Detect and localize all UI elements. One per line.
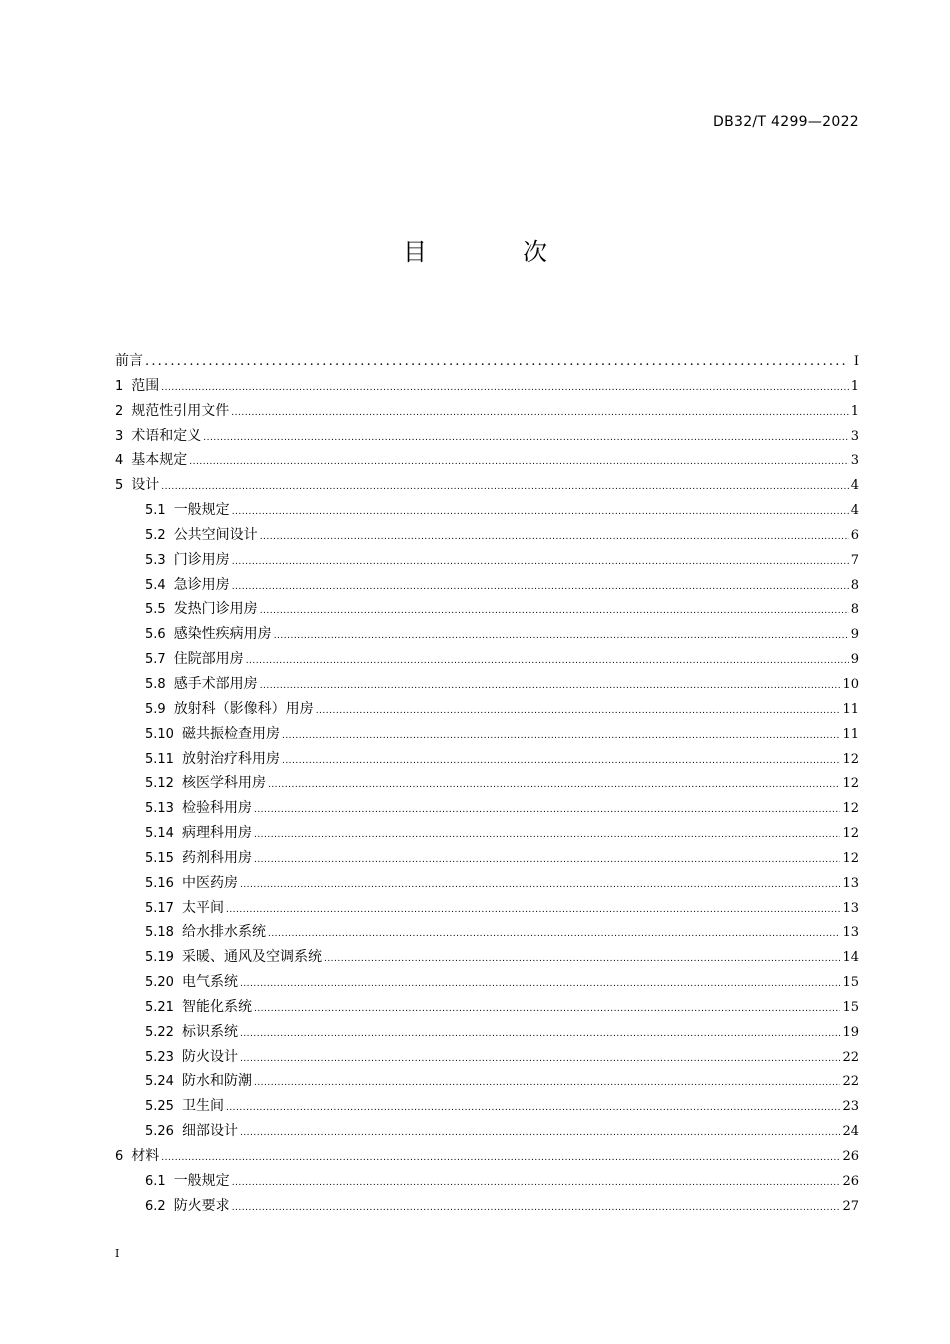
toc-entry-label: 基本规定	[131, 452, 188, 469]
toc-entry[interactable]	[115, 1194, 859, 1219]
toc-entry[interactable]	[115, 697, 859, 722]
toc-dot-leader	[232, 575, 849, 600]
toc-dot-leader	[254, 997, 841, 1022]
toc-entry-number: 5.25	[145, 1099, 174, 1115]
toc-entry-page: 8	[850, 577, 859, 593]
toc-entry-label: 电气系统	[181, 974, 238, 991]
toc-dot-leader	[260, 599, 849, 624]
toc-entry-number: 5.2	[145, 527, 166, 543]
toc-entry-page: 10	[842, 676, 859, 692]
toc-entry[interactable]	[115, 448, 859, 473]
toc-entry-label: 标识系统	[181, 1023, 238, 1040]
toc-entry[interactable]	[115, 1020, 859, 1045]
toc-entry-label: 细部设计	[181, 1123, 238, 1140]
toc-entry-page: 12	[842, 850, 859, 866]
toc-dot-leader	[254, 798, 841, 823]
toc-entry[interactable]	[115, 771, 859, 796]
toc-entry-page: 1	[850, 403, 859, 419]
toc-dot-leader	[189, 450, 848, 475]
toc-dot-leader	[161, 376, 848, 401]
toc-entry[interactable]	[115, 796, 859, 821]
toc-entry-label: 放射科（影像科）用房	[173, 700, 314, 717]
toc-entry-number: 5.5	[145, 602, 166, 618]
toc-entry-number: 5.8	[145, 676, 166, 692]
toc-entry-label: 门诊用房	[173, 551, 230, 568]
toc-entry-number: 5.9	[145, 701, 166, 717]
toc-entry-number: 1	[115, 378, 124, 394]
page-number: I	[115, 1247, 120, 1260]
toc-entry-number: 5.1	[145, 503, 166, 519]
toc-entry-number: 5.26	[145, 1124, 174, 1140]
toc-entry-number: 5.12	[145, 776, 174, 792]
toc-entry[interactable]	[115, 1119, 859, 1144]
toc-dot-leader	[232, 1171, 841, 1196]
toc-entry-page: 13	[842, 875, 859, 891]
toc-entry-page: 13	[842, 925, 859, 941]
toc-entry-page: 22	[842, 1074, 859, 1090]
toc-entry-page: 11	[842, 701, 859, 717]
toc-entry-page: 12	[842, 801, 859, 817]
toc-entry[interactable]	[115, 597, 859, 622]
toc-entry-number: 6.1	[145, 1173, 166, 1189]
toc-entry-page: 3	[850, 453, 859, 469]
toc-entry-page: 12	[842, 776, 859, 792]
toc-entry-label: 放射治疗科用房	[181, 750, 280, 767]
toc-entry-label: 急诊用房	[173, 576, 230, 593]
toc-entry-label: 智能化系统	[181, 998, 252, 1015]
toc-entry-label: 给水排水系统	[181, 924, 266, 941]
toc-dot-leader	[145, 350, 849, 375]
document-code: DB32/T 4299—2022	[713, 114, 859, 130]
toc-entry-label: 防火要求	[173, 1197, 230, 1214]
toc-entry-page: 15	[842, 999, 859, 1015]
toc-entry-label: 感染性疾病用房	[173, 626, 272, 643]
toc-dot-leader	[324, 947, 841, 972]
toc-entry-number: 4	[115, 453, 124, 469]
toc-dot-leader	[254, 1071, 841, 1096]
toc-dot-leader	[232, 1196, 841, 1221]
toc-dot-leader	[246, 649, 849, 674]
toc-entry-label: 防水和防潮	[181, 1073, 252, 1090]
toc-entry[interactable]	[115, 920, 859, 945]
toc-dot-leader	[240, 1121, 841, 1146]
toc-entry-page: 23	[842, 1099, 859, 1115]
toc-entry[interactable]	[115, 995, 859, 1020]
toc-entry-page: 4	[850, 503, 859, 519]
toc-entry-page: 13	[842, 900, 859, 916]
toc-dot-leader	[268, 773, 841, 798]
toc-entry-number: 5.10	[145, 726, 174, 742]
toc-entry-label: 公共空间设计	[173, 526, 258, 543]
toc-entry-page: 1	[850, 378, 859, 394]
toc-entry-page: 14	[842, 950, 859, 966]
toc-entry-page: 3	[850, 428, 859, 444]
toc-entry[interactable]	[115, 1094, 859, 1119]
toc-entry-page: 15	[842, 975, 859, 991]
toc-entry-number: 5.23	[145, 1049, 174, 1065]
toc-entry-number: 5.13	[145, 801, 174, 817]
toc-dot-leader	[282, 749, 841, 774]
toc-dot-leader	[274, 624, 849, 649]
toc-entry-label: 一般规定	[173, 1172, 230, 1189]
toc-entry[interactable]	[115, 473, 859, 498]
toc-entry-page: 24	[842, 1124, 859, 1140]
toc-entry-label: 卫生间	[181, 1098, 224, 1115]
toc-entry-number: 5.22	[145, 1024, 174, 1040]
toc-entry-number: 5.11	[145, 751, 174, 767]
toc-entry[interactable]	[115, 1045, 859, 1070]
toc-entry[interactable]	[115, 374, 859, 399]
toc-dot-leader	[254, 823, 841, 848]
toc-entry-number: 6	[115, 1149, 124, 1164]
toc-dot-leader	[240, 1022, 841, 1047]
toc-entry-page: 26	[842, 1173, 859, 1189]
toc-entry-number: 6.2	[145, 1198, 166, 1214]
toc-entry[interactable]	[115, 573, 859, 598]
toc-entry-page: 4	[850, 478, 859, 494]
toc-entry[interactable]	[115, 970, 859, 995]
toc-entry-label: 采暖、通风及空调系统	[181, 949, 322, 966]
toc-entry-number: 5.24	[145, 1074, 174, 1090]
toc-entry[interactable]	[115, 747, 859, 772]
toc-dot-leader	[232, 550, 849, 575]
toc-entry[interactable]	[115, 672, 859, 697]
toc-entry-label: 住院部用房	[173, 651, 244, 668]
toc-entry-page: 27	[842, 1198, 859, 1214]
toc-entry-page: 11	[842, 726, 859, 742]
toc-entry[interactable]	[115, 821, 859, 846]
toc-entry-label: 防火设计	[181, 1048, 238, 1065]
toc-entry[interactable]	[115, 1144, 859, 1169]
toc-entry[interactable]	[115, 622, 859, 647]
toc-entry-number: 5.18	[145, 925, 174, 941]
toc-entry-page: 9	[850, 652, 859, 668]
toc-entry-label: 太平间	[181, 899, 224, 916]
toc-entry-page: I	[853, 354, 859, 369]
toc-dot-leader	[260, 525, 849, 550]
toc-entry-label: 材料	[131, 1148, 160, 1164]
toc-entry-number: 2	[115, 403, 124, 419]
toc-dot-leader	[203, 426, 848, 451]
toc-dot-leader	[254, 848, 841, 873]
toc-entry[interactable]	[115, 523, 859, 548]
toc-entry-number: 5.15	[145, 850, 174, 866]
toc-entry[interactable]	[115, 896, 859, 921]
toc-entry-label: 前言	[115, 353, 143, 369]
toc-entry-label: 核医学科用房	[181, 775, 266, 792]
toc-entry-page: 9	[850, 627, 859, 643]
toc-entry-number: 5.3	[145, 552, 166, 568]
toc-entry-number: 5.21	[145, 999, 174, 1015]
toc-entry-page: 8	[850, 602, 859, 618]
toc-entry-label: 中医药房	[181, 874, 238, 891]
table-of-contents	[115, 349, 859, 1219]
toc-title: 目 次	[403, 238, 583, 266]
toc-dot-leader	[316, 699, 841, 724]
toc-entry-page: 12	[842, 751, 859, 767]
toc-dot-leader	[282, 724, 841, 749]
toc-dot-leader	[232, 500, 849, 525]
toc-dot-leader	[260, 674, 841, 699]
toc-entry-number: 5.14	[145, 826, 174, 842]
toc-entry-page: 19	[842, 1024, 859, 1040]
toc-entry-page: 22	[842, 1049, 859, 1065]
toc-entry-number: 5.17	[145, 900, 174, 916]
toc-entry[interactable]	[115, 722, 859, 747]
toc-entry[interactable]	[115, 349, 859, 374]
toc-entry[interactable]	[115, 647, 859, 672]
toc-entry-number: 5.16	[145, 875, 174, 891]
toc-entry-label: 发热门诊用房	[173, 601, 258, 618]
toc-entry-label: 病理科用房	[181, 825, 252, 842]
toc-entry[interactable]	[115, 1069, 859, 1094]
toc-entry-page: 12	[842, 826, 859, 842]
toc-dot-leader	[161, 475, 848, 500]
toc-dot-leader	[240, 873, 841, 898]
toc-entry-number: 5	[115, 478, 124, 494]
toc-entry-number: 5.4	[145, 577, 166, 593]
toc-entry-number: 5.19	[145, 950, 174, 966]
toc-entry-label: 感手术部用房	[173, 675, 258, 692]
toc-entry-label: 检验科用房	[181, 800, 252, 817]
toc-entry-number: 5.20	[145, 975, 174, 991]
toc-entry-label: 设计	[131, 477, 160, 494]
toc-dot-leader	[231, 401, 848, 426]
toc-entry[interactable]	[115, 871, 859, 896]
toc-dot-leader	[226, 898, 841, 923]
toc-entry[interactable]	[115, 424, 859, 449]
toc-entry-page: 7	[850, 552, 859, 568]
toc-entry[interactable]	[115, 399, 859, 424]
toc-entry[interactable]	[115, 945, 859, 970]
toc-entry-label: 一般规定	[173, 502, 230, 519]
toc-entry-number: 3	[115, 428, 124, 444]
toc-entry[interactable]	[115, 548, 859, 573]
toc-entry-page: 26	[842, 1149, 859, 1164]
toc-dot-leader	[240, 972, 841, 997]
toc-entry-label: 范围	[131, 377, 160, 394]
toc-entry-label: 药剂科用房	[181, 849, 252, 866]
toc-dot-leader	[240, 1047, 841, 1072]
toc-entry-label: 术语和定义	[131, 427, 202, 444]
toc-entry[interactable]	[115, 846, 859, 871]
toc-entry[interactable]	[115, 1169, 859, 1194]
toc-entry-label: 规范性引用文件	[131, 402, 230, 419]
toc-dot-leader	[161, 1146, 840, 1171]
toc-entry[interactable]	[115, 498, 859, 523]
toc-entry-label: 磁共振检查用房	[181, 725, 280, 742]
toc-entry-number: 5.6	[145, 627, 166, 643]
toc-dot-leader	[268, 922, 841, 947]
toc-dot-leader	[226, 1096, 841, 1121]
toc-entry-number: 5.7	[145, 652, 166, 668]
toc-entry-page: 6	[850, 527, 859, 543]
